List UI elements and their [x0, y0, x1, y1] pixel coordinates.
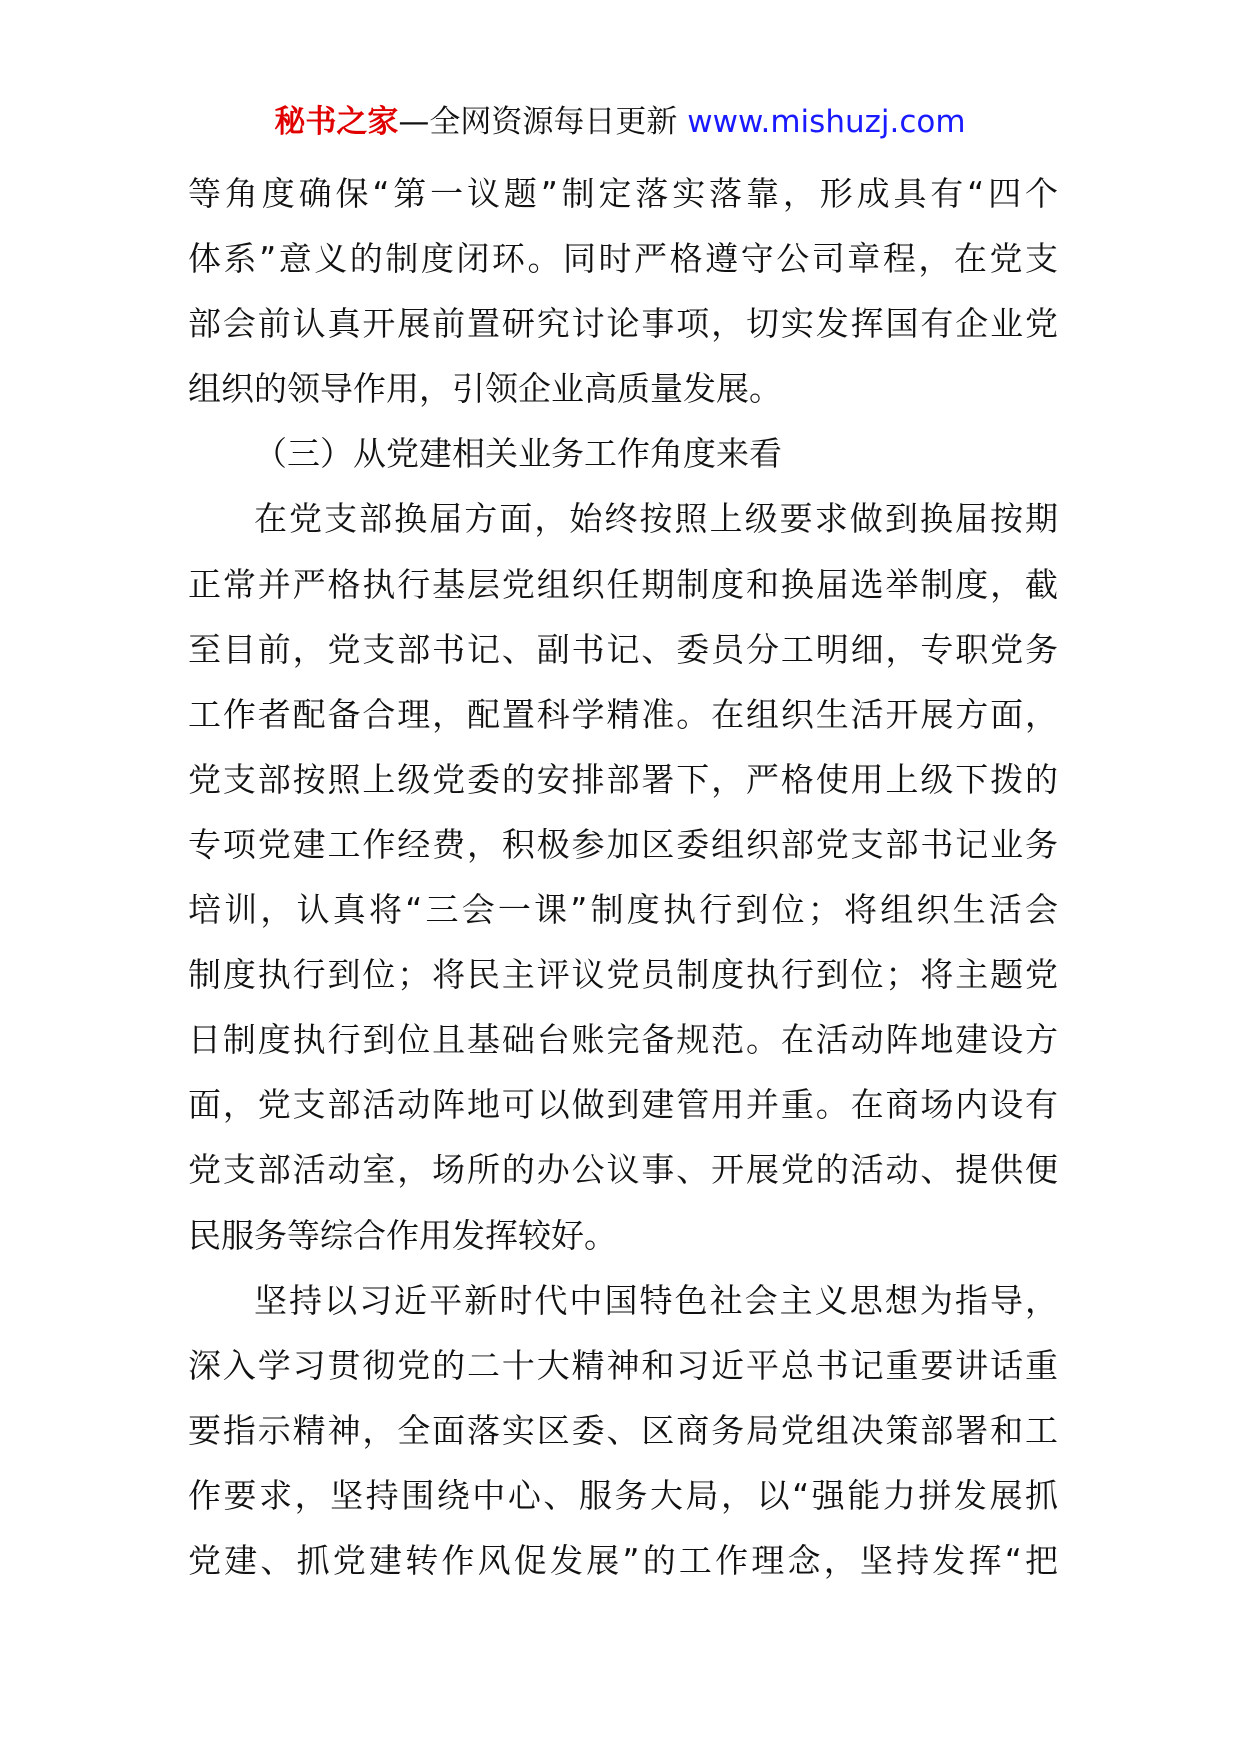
text-line: 作要求，坚持围绕中心、服务大局，以“强能力拼发展抓	[188, 1475, 1058, 1515]
section-heading: （三）从党建相关业务工作角度来看	[254, 434, 782, 474]
text-line: 党支部按照上级党委的安排部署下，严格使用上级下拨的	[188, 759, 1058, 799]
header-url-link[interactable]: www.mishuzj.com	[687, 104, 966, 140]
text-line: 专项党建工作经费，积极参加区委组织部党支部书记业务	[188, 824, 1058, 864]
text-line: 坚持以习近平新时代中国特色社会主义思想为指导，	[254, 1280, 1058, 1320]
text-line: 制度执行到位；将民主评议党员制度执行到位；将主题党	[188, 955, 1058, 995]
text-line: 党建、抓党建转作风促发展”的工作理念，坚持发挥“把	[188, 1540, 1058, 1580]
text-line: 面，党支部活动阵地可以做到建管用并重。在商场内设有	[188, 1085, 1058, 1125]
text-line: 组织的领导作用，引领企业高质量发展。	[188, 369, 782, 409]
text-line: 要指示精神，全面落实区委、区商务局党组决策部署和工	[188, 1410, 1058, 1450]
text-line: 工作者配备合理，配置科学精准。在组织生活开展方面，	[188, 694, 1058, 734]
page-header	[0, 100, 1240, 144]
text-line: 部会前认真开展前置研究讨论事项，切实发挥国有企业党	[188, 304, 1058, 344]
text-line: 正常并严格执行基层党组织任期制度和换届选举制度，截	[188, 564, 1058, 604]
header-tagline: —全网资源每日更新	[398, 104, 688, 140]
text-line: 至目前，党支部书记、副书记、委员分工明细，专职党务	[188, 629, 1058, 669]
text-line: 日制度执行到位且基础台账完备规范。在活动阵地建设方	[188, 1020, 1058, 1060]
text-line: 深入学习贯彻党的二十大精神和习近平总书记重要讲话重	[188, 1345, 1058, 1385]
text-line: 培训，认真将“三会一课”制度执行到位；将组织生活会	[188, 890, 1058, 930]
text-line: 体系”意义的制度闭环。同时严格遵守公司章程，在党支	[188, 239, 1058, 279]
body-text	[188, 161, 1058, 1593]
text-line: 民服务等综合作用发挥较好。	[188, 1215, 617, 1255]
text-line: 党支部活动室，场所的办公议事、开展党的活动、提供便	[188, 1150, 1058, 1190]
text-line: 在党支部换届方面，始终按照上级要求做到换届按期	[254, 499, 1058, 539]
header-brand: 秘书之家	[274, 104, 399, 140]
text-line: 等角度确保“第一议题”制定落实落靠，形成具有“四个	[188, 174, 1058, 213]
